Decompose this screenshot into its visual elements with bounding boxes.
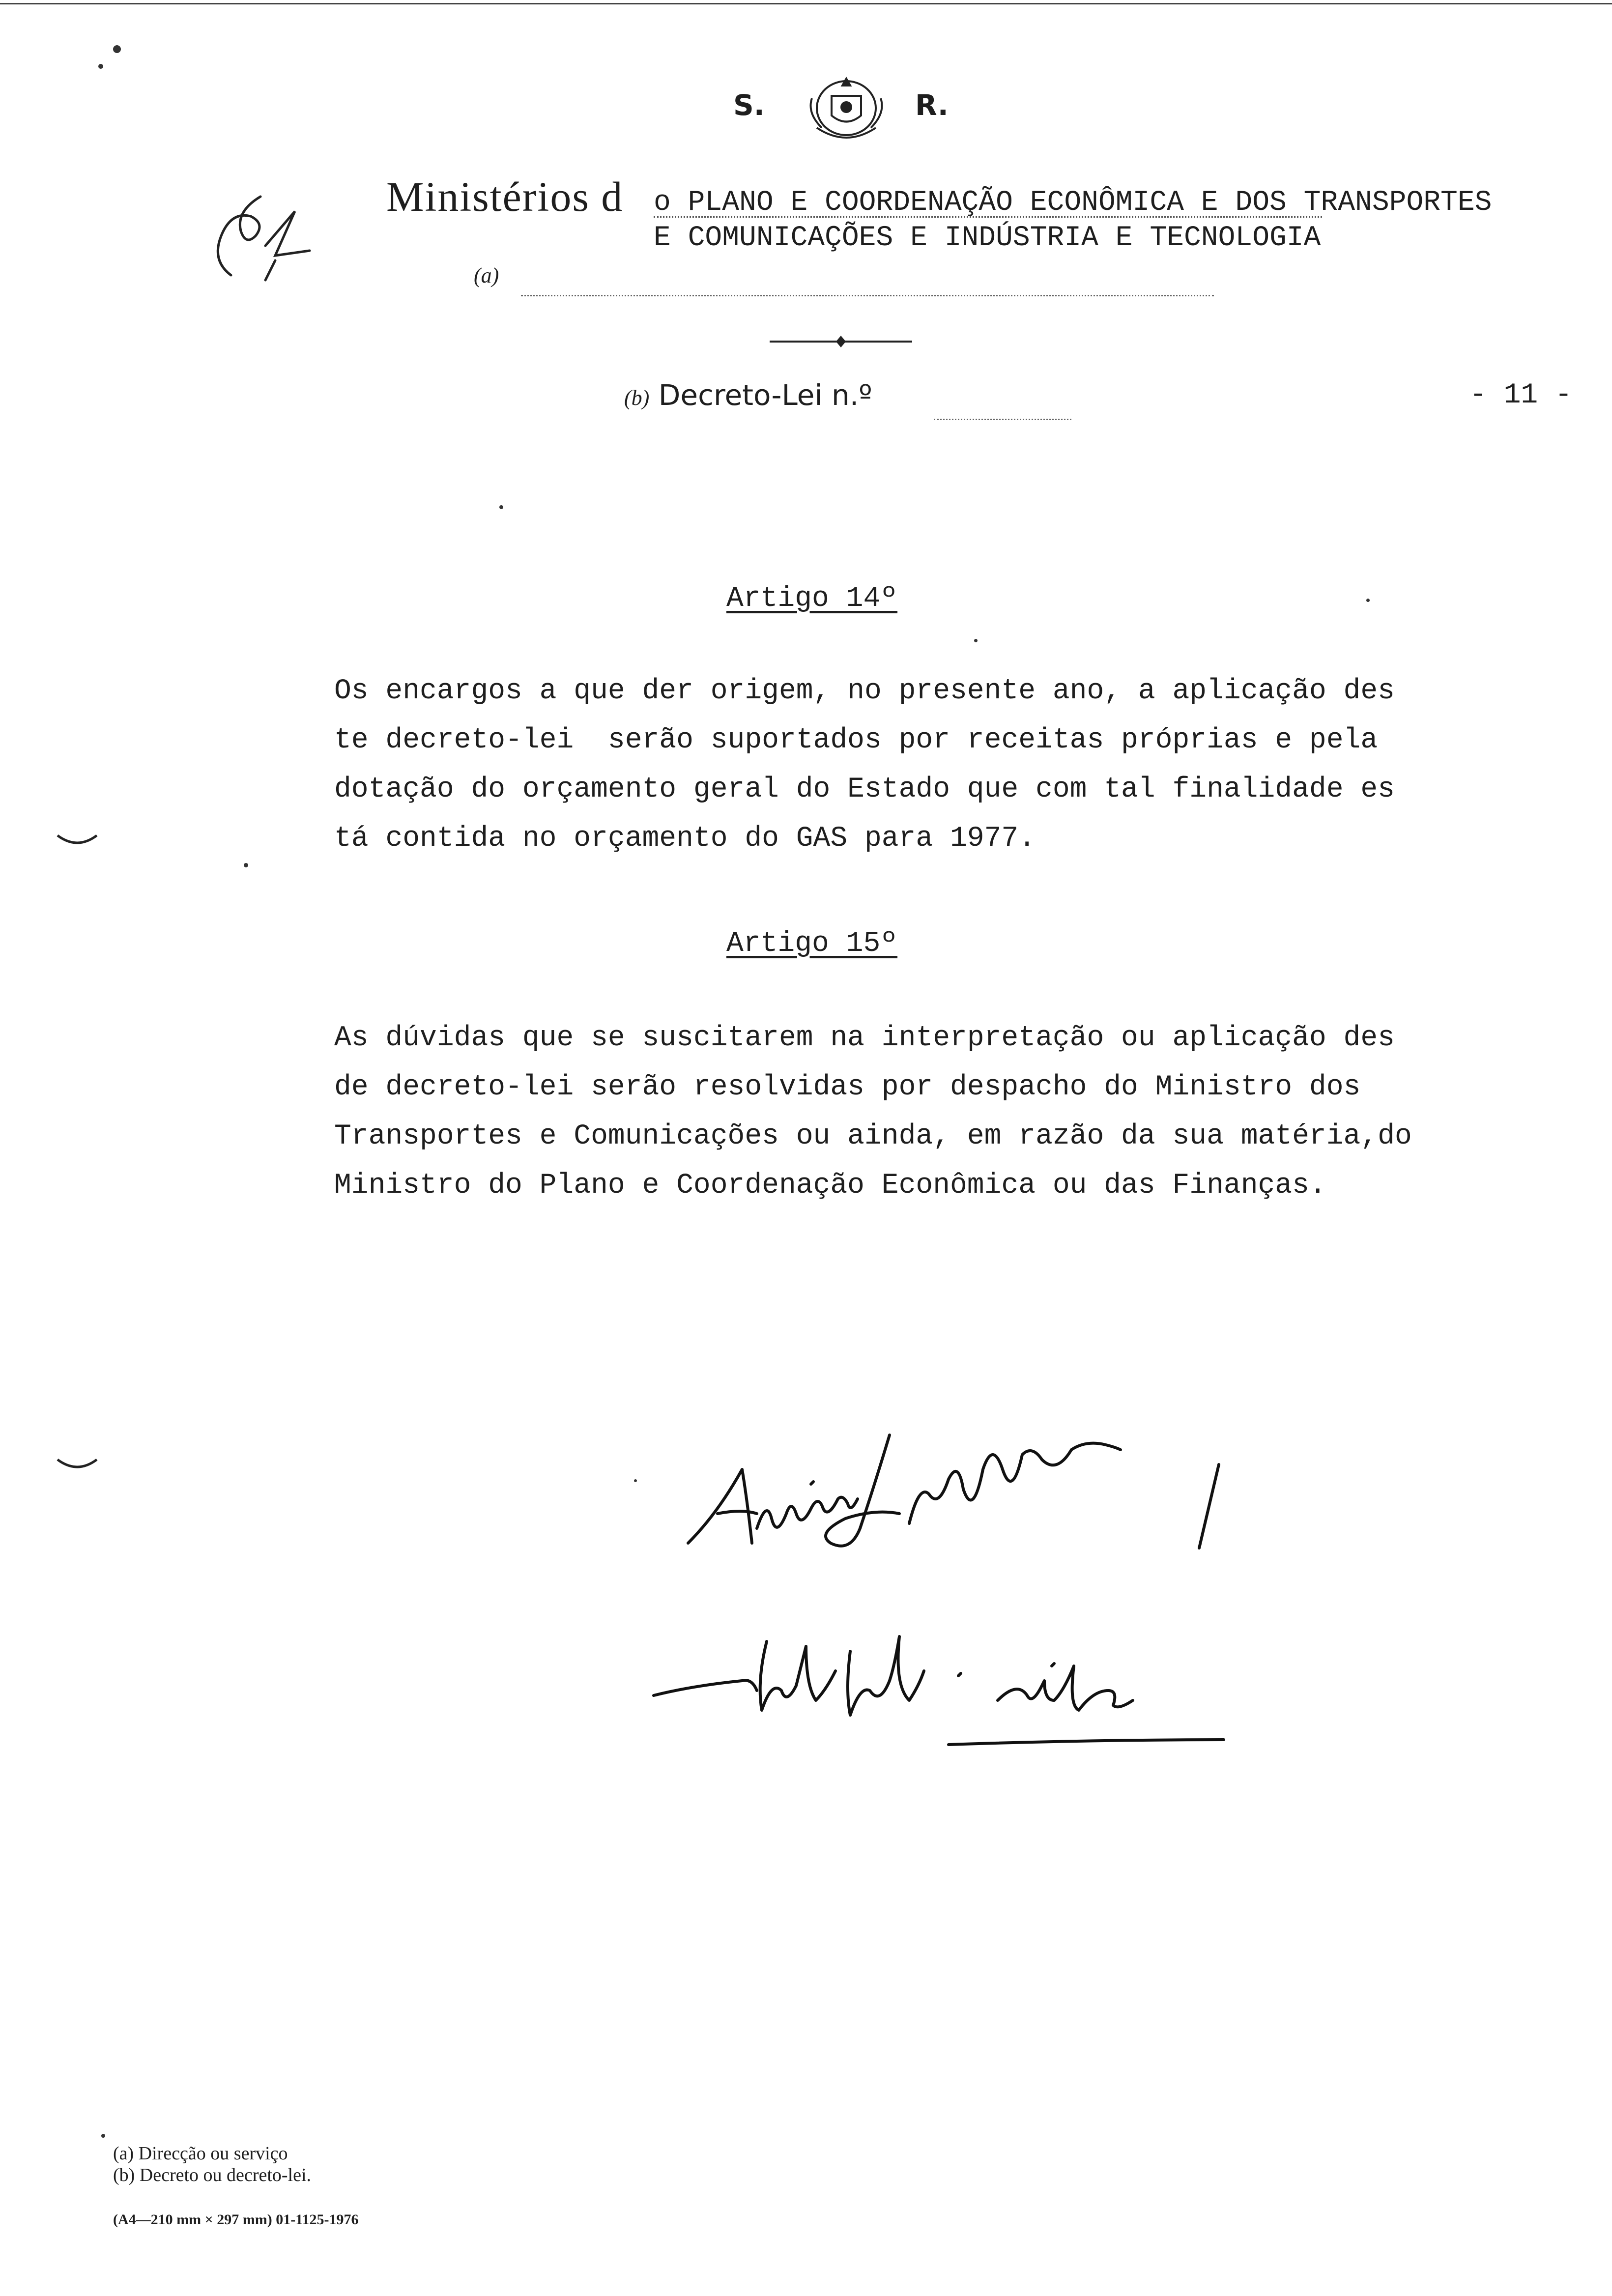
form-code: (A4—210 mm × 297 mm) 01-1125-1976 xyxy=(113,2211,359,2228)
article-15-line-1: As dúvidas que se suscitarem na interpretação ou aplicação des xyxy=(334,1022,1395,1054)
ministry-name-line-2: E COMUNICAÇÕES E INDÚSTRIA E TECNOLOGIA xyxy=(654,222,1321,254)
article-14-line-1: Os encargos a que der origem, no presente ano, a aplicação des xyxy=(334,675,1395,707)
ministry-name-line-1: o PLANO E COORDENAÇÃO ECONÔMICA E DOS TRANSPORTES xyxy=(654,187,1492,219)
ministry-dotted-underline xyxy=(654,216,1322,218)
scan-speck xyxy=(1366,599,1370,602)
decree-label: Decreto-Lei n.º xyxy=(658,378,872,412)
header-letter-s: S. xyxy=(733,88,765,122)
top-border-line xyxy=(0,3,1612,4)
coat-of-arms-icon xyxy=(797,69,895,147)
decree-marker-b: (b) xyxy=(624,386,650,410)
divider-ornament xyxy=(770,334,912,349)
margin-punch-mark-1 xyxy=(55,831,99,850)
decree-number-line xyxy=(624,378,872,412)
page-number: - 11 - xyxy=(1469,379,1572,411)
direction-dotted-line xyxy=(521,295,1214,296)
decree-number-dotted-line xyxy=(934,419,1071,420)
footnote-b: (b) Decreto ou decreto-lei. xyxy=(113,2165,312,2185)
scan-speck xyxy=(499,505,503,509)
margin-punch-mark-2 xyxy=(55,1455,99,1474)
article-14-line-2: te decreto-lei serão suportados por receitas próprias e pela xyxy=(334,724,1378,756)
article-15-line-3: Transportes e Comunicações ou ainda, em razão da sua matéria,do xyxy=(334,1120,1412,1152)
scan-speck xyxy=(634,1479,637,1482)
handwritten-signature-2 xyxy=(644,1622,1238,1759)
header-letter-r: R. xyxy=(915,88,949,122)
margin-handwritten-note xyxy=(202,187,319,295)
article-14-line-3: dotação do orçamento geral do Estado que com tal finalidade es xyxy=(334,774,1395,805)
scan-speck xyxy=(244,863,248,867)
scan-speck xyxy=(101,2134,105,2138)
article-15-line-4: Ministro do Plano e Coordenação Econômica ou das Finanças. xyxy=(334,1170,1326,1202)
ministry-script-label: Ministérios d xyxy=(386,173,624,220)
article-15-title: Artigo 15º xyxy=(726,928,898,960)
handwritten-signature-1 xyxy=(678,1430,1238,1578)
scan-speck xyxy=(98,64,103,69)
article-15-line-2: de decreto-lei serão resolvidas por despacho do Ministro dos xyxy=(334,1071,1361,1103)
footnote-a: (a) Direcção ou serviço xyxy=(113,2143,288,2164)
scan-speck xyxy=(113,45,121,53)
direction-marker-a: (a) xyxy=(474,263,499,287)
article-14-title: Artigo 14º xyxy=(726,583,898,615)
article-14-line-4: tá contida no orçamento do GAS para 1977. xyxy=(334,823,1036,855)
scan-speck xyxy=(974,639,978,642)
